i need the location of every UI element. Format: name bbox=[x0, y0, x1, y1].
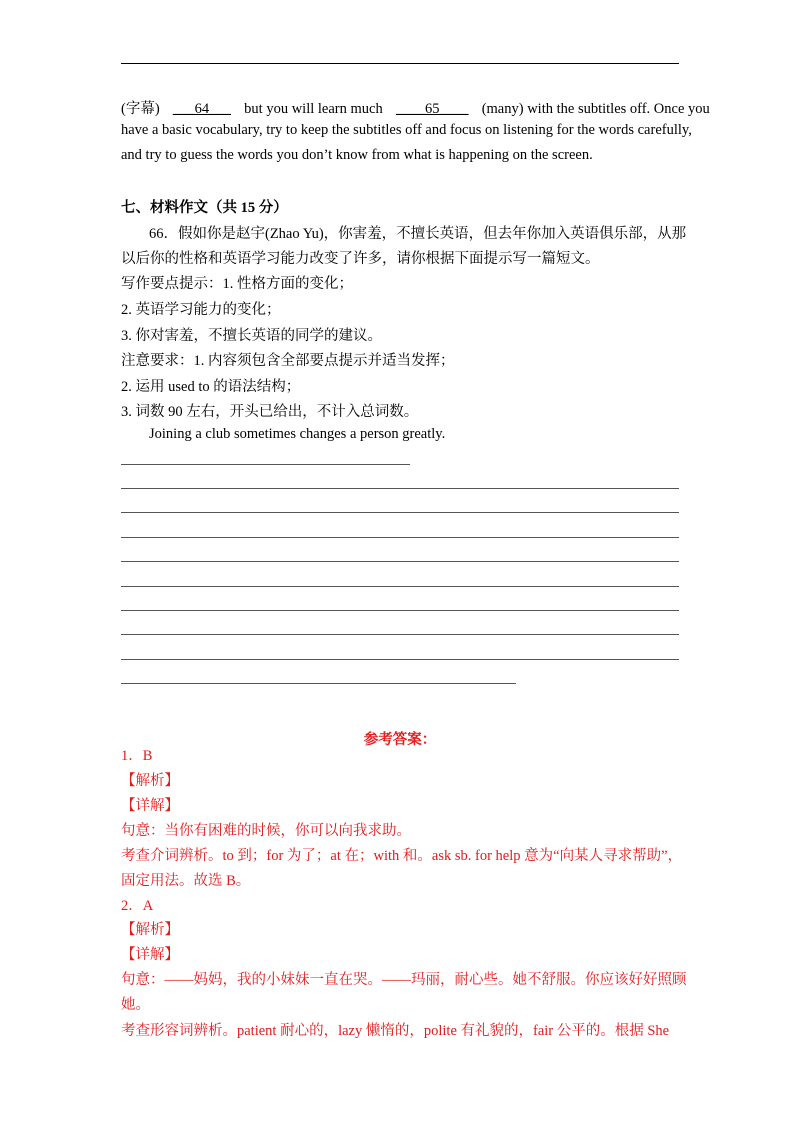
writing-line[interactable] bbox=[121, 537, 679, 538]
blank-64: ___64___ bbox=[172, 101, 231, 117]
passage-text: (many) with the subtitles off. Once you bbox=[481, 101, 710, 117]
passage-line-1 bbox=[121, 97, 710, 118]
blank-65: ____65____ bbox=[395, 101, 469, 117]
answer-1-detail-label: 【详解】 bbox=[121, 798, 179, 814]
answer-1-explanation: 考查介词辨析。to 到；for 为了；at 在；with 和。ask sb. for help 意为“向某人寻求帮助”， bbox=[121, 848, 683, 864]
answer-2-analysis-label: 【解析】 bbox=[121, 922, 179, 938]
requirements-title: 注意要求：1. 内容须包含全部要点提示并适当发挥； bbox=[121, 353, 455, 369]
writing-line[interactable] bbox=[121, 659, 679, 660]
requirement-3: 3. 词数 90 左右，开头已给出，不计入总词数。 bbox=[121, 404, 419, 420]
writing-line[interactable] bbox=[121, 488, 679, 489]
question-66-line-2: 以后你的性格和英语学习能力改变了许多，请你根据下面提示写一篇短文。 bbox=[121, 251, 600, 267]
writing-line[interactable] bbox=[121, 561, 679, 562]
answer-1-number: 1．B bbox=[121, 748, 153, 764]
answer-2-meaning-line-1: 句意：——妈妈，我的小妹妹一直在哭。——玛丽，耐心些。她不舒服。你应该好好照顾 bbox=[121, 972, 687, 988]
writing-line[interactable] bbox=[121, 464, 410, 465]
answer-1-meaning: 句意：当你有困难的时候，你可以向我求助。 bbox=[121, 823, 411, 839]
passage-line-3: and try to guess the words you don’t know from what is happening on the screen. bbox=[121, 147, 593, 163]
answer-1-conclusion: 固定用法。故选 B。 bbox=[121, 873, 251, 889]
writing-line[interactable] bbox=[121, 586, 679, 587]
answers-title: 参考答案： bbox=[363, 732, 437, 748]
writing-line[interactable] bbox=[121, 634, 679, 635]
passage-text: but you will learn much bbox=[244, 101, 383, 117]
answer-2-detail-label: 【详解】 bbox=[121, 947, 179, 963]
answer-2-number: 2．A bbox=[121, 898, 154, 914]
question-66-line-1: 66．假如你是赵宇(Zhao Yu)，你害羞，不擅长英语，但去年你加入英语俱乐部，从那 bbox=[149, 226, 687, 242]
header-rule bbox=[121, 63, 679, 64]
subtitle-word: (字幕) bbox=[121, 101, 160, 117]
writing-line[interactable] bbox=[121, 683, 516, 684]
writing-line[interactable] bbox=[121, 512, 679, 513]
answer-2-meaning-line-2: 她。 bbox=[121, 997, 150, 1013]
writing-point-3: 3. 你对害羞，不擅长英语的同学的建议。 bbox=[121, 328, 382, 344]
writing-point-2: 2. 英语学习能力的变化； bbox=[121, 302, 281, 318]
requirement-2: 2. 运用 used to 的语法结构； bbox=[121, 379, 301, 395]
passage-line-2: have a basic vocabulary, try to keep the subtitles off and focus on listening for the words carefully, bbox=[121, 122, 692, 138]
essay-opening: Joining a club sometimes changes a person greatly. bbox=[149, 426, 446, 442]
section-heading: 七、材料作文（共 15 分） bbox=[121, 200, 288, 216]
writing-line[interactable] bbox=[121, 610, 679, 611]
answer-1-analysis-label: 【解析】 bbox=[121, 773, 179, 789]
answer-2-explanation: 考查形容词辨析。patient 耐心的，lazy 懒惰的，polite 有礼貌的，fair 公平的。根据 She bbox=[121, 1023, 670, 1039]
writing-points-title: 写作要点提示：1. 性格方面的变化； bbox=[121, 276, 353, 292]
